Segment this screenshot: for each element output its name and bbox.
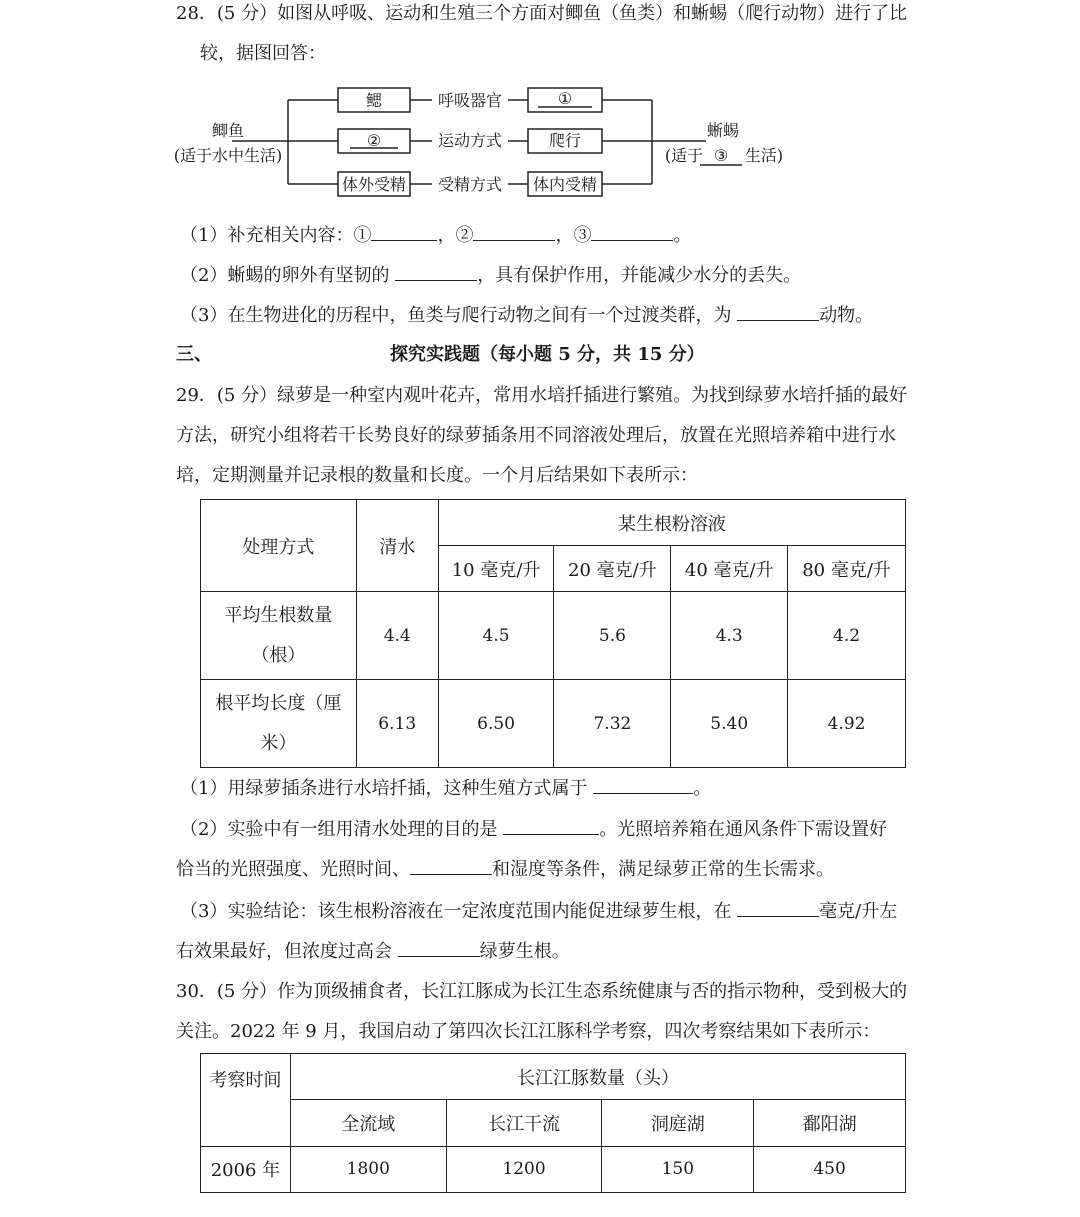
table-cell: 5.6 [554, 592, 671, 680]
blank-concentration[interactable] [737, 898, 819, 917]
header-region: 长江干流 [446, 1100, 602, 1146]
row1-right: ① [557, 89, 573, 108]
header-region: 鄱阳湖 [754, 1100, 906, 1146]
row2-middle: 运动方式 [437, 131, 503, 150]
table-row [201, 1146, 906, 1192]
q28-sub3: （3）在生物进化的历程中，鱼类与爬行动物之间有一个过渡类群，为 动物。 [180, 302, 873, 328]
table-cell: 450 [754, 1146, 906, 1192]
row2-right: 爬行 [548, 131, 582, 150]
blank-1[interactable] [371, 222, 437, 241]
row1-middle: 呼吸器官 [437, 91, 503, 110]
row3-middle: 受精方式 [437, 175, 503, 194]
q29-line1: 29．(5 分）绿萝是一种室内观叶花卉，常用水培扦插进行繁殖。为找到绿萝水培扦插的最好 [176, 385, 908, 406]
header-conc-10: 10 毫克/升 [438, 546, 554, 592]
header-solution: 某生根粉溶液 [438, 500, 905, 546]
table-cell: 4.5 [438, 592, 554, 680]
blank-reproduction[interactable] [593, 775, 693, 794]
q29-sub3a: （3）实验结论：该生根粉溶液在一定浓度范围内能促进绿萝生根，在 毫克/升左 [180, 898, 897, 924]
q29-sub3b: 右效果最好，但浓度过高会 绿萝生根。 [176, 938, 570, 964]
q28-sub2: （2）蜥蜴的卵外有坚韧的 ，具有保护作用，并能减少水分的丢失。 [180, 262, 801, 288]
right-animal-name: 蜥蜴 [706, 121, 740, 140]
q30-line2: 关注。2022 年 9 月，我国启动了第四次长江江豚科学考察，四次考察结果如下表所示： [176, 1021, 881, 1042]
row-year: 2006 年 [201, 1146, 291, 1192]
header-conc-80: 80 毫克/升 [788, 546, 906, 592]
right-env-prefix: (适于 [664, 146, 704, 165]
q28-sub1: （1）补充相关内容：① ，② ，③ 。 [180, 222, 691, 248]
table-cell: 5.40 [671, 680, 788, 768]
row3-right: 体内受精 [532, 175, 598, 194]
header-count: 长江江豚数量（头） [290, 1054, 905, 1100]
left-animal-name: 鲫鱼 [211, 121, 245, 140]
table-cell: 6.50 [438, 680, 554, 768]
header-conc-40: 40 毫克/升 [671, 546, 788, 592]
table-cell: 6.13 [356, 680, 438, 768]
q29-sub2b: 恰当的光照强度、光照时间、 和湿度等条件，满足绿萝正常的生长需求。 [176, 856, 834, 882]
row-label: 根平均长度（厘 米） [201, 680, 357, 768]
row1-left: 鳃 [365, 91, 383, 110]
q28-line2: 较，据图回答： [200, 43, 326, 64]
q29-sub1: （1）用绿萝插条进行水培扦插，这种生殖方式属于 。 [180, 775, 711, 801]
table-row [201, 680, 906, 768]
blank-temperature[interactable] [410, 856, 492, 875]
left-animal-env: (适于水中生活) [173, 146, 283, 165]
table-row [201, 592, 906, 680]
blank-2[interactable] [473, 222, 555, 241]
q28-line1: 28．(5 分）如图从呼吸、运动和生殖三个方面对鲫鱼（鱼类）和蜥蜴（爬行动物）进行了比 [176, 3, 908, 24]
section-number: 三、 [176, 344, 212, 365]
header-region: 全流域 [290, 1100, 446, 1146]
q29-line2: 方法，研究小组将若干长势良好的绿萝插条用不同溶液处理后，放置在光照培养箱中进行水 [176, 425, 896, 446]
header-time: 考察时间 [201, 1054, 291, 1147]
table-cell: 4.3 [671, 592, 788, 680]
row-label: 平均生根数量 （根） [201, 592, 357, 680]
right-env-blank: ③ [713, 146, 729, 165]
section-title: 探究实践题（每小题 5 分，共 15 分） [390, 344, 705, 365]
header-method: 处理方式 [201, 500, 357, 592]
porpoise-table [200, 1053, 906, 1193]
table-cell: 4.4 [356, 592, 438, 680]
header-conc-20: 20 毫克/升 [554, 546, 671, 592]
blank-amphibian[interactable] [737, 302, 819, 321]
table-cell: 4.92 [788, 680, 906, 768]
header-water: 清水 [356, 500, 438, 592]
rooting-table [200, 499, 906, 768]
q29-line3: 培，定期测量并记录根的数量和长度。一个月后结果如下表所示： [176, 465, 698, 486]
row2-left: ② [366, 131, 382, 150]
blank-inhibit[interactable] [398, 938, 480, 957]
header-region: 洞庭湖 [602, 1100, 754, 1146]
table-cell: 4.2 [788, 592, 906, 680]
table-cell: 150 [602, 1146, 754, 1192]
table-cell: 1200 [446, 1146, 602, 1192]
blank-control[interactable] [503, 816, 599, 835]
row3-left: 体外受精 [341, 175, 407, 194]
q30-line1: 30．(5 分）作为顶级捕食者，长江江豚成为长江生态系统健康与否的指示物种，受到极大的 [176, 981, 908, 1002]
q29-sub2a: （2）实验中有一组用清水处理的目的是 。光照培养箱在通风条件下需设置好 [180, 816, 887, 842]
right-env-suffix: 生活) [744, 146, 784, 165]
table-cell: 1800 [290, 1146, 446, 1192]
comparison-diagram [0, 74, 1080, 284]
blank-3[interactable] [591, 222, 673, 241]
table-cell: 7.32 [554, 680, 671, 768]
blank-eggshell[interactable] [395, 262, 477, 281]
